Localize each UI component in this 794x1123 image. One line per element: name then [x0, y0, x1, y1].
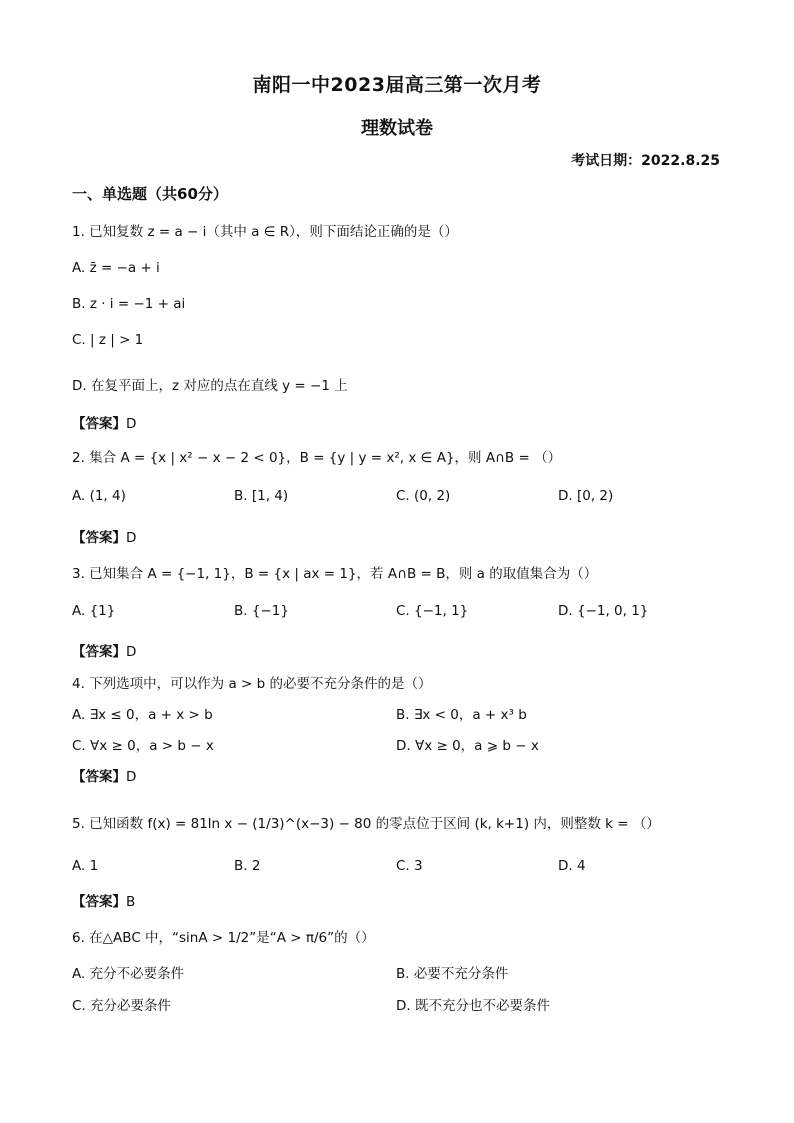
answer-label: 【答案】	[72, 769, 126, 785]
question-6-option-c: C. 充分必要条件	[72, 998, 172, 1014]
question-6-option-a: A. 充分不必要条件	[72, 966, 185, 982]
question-1-option-b: B. z · i = −1 + ai	[72, 296, 186, 312]
question-5-option-d: D. 4	[558, 858, 586, 874]
question-4-stem: 4. 下列选项中，可以作为 a > b 的必要不充分条件的是（）	[72, 676, 432, 692]
question-5-option-b: B. 2	[234, 858, 261, 874]
question-3-answer	[72, 640, 136, 660]
answer-label: 【答案】	[72, 644, 126, 660]
question-1-option-c: C. | z | > 1	[72, 332, 144, 348]
answer-value: D	[126, 644, 137, 660]
answer-label: 【答案】	[72, 894, 126, 910]
question-2-option-b: B. [1, 4)	[234, 488, 289, 504]
question-6-option-d: D. 既不充分也不必要条件	[396, 998, 550, 1014]
question-3-option-c: C. {−1, 1}	[396, 603, 469, 619]
question-3-option-b: B. {−1}	[234, 603, 289, 619]
question-1-option-d: D. 在复平面上，z 对应的点在直线 y = −1 上	[72, 378, 348, 394]
question-5-option-a: A. 1	[72, 858, 99, 874]
question-1-option-a: A. z̄ = −a + i	[72, 260, 160, 276]
question-1-stem: 1. 已知复数 z = a − i（其中 a ∈ R），则下面结论正确的是（）	[72, 224, 458, 240]
question-6-option-b: B. 必要不充分条件	[396, 966, 509, 982]
question-2-option-c: C. (0, 2)	[396, 488, 451, 504]
question-2-answer	[72, 526, 136, 546]
section-heading: 一、单选题（共60分）	[72, 185, 228, 203]
question-4-option-b: B. ∃x < 0，a + x³ b	[396, 707, 527, 723]
answer-value: D	[126, 416, 137, 432]
question-3-option-d: D. {−1, 0, 1}	[558, 603, 649, 619]
page-subtitle: 理数试卷	[361, 118, 433, 139]
question-4-option-d: D. ∀x ≥ 0，a ⩾ b − x	[396, 738, 539, 754]
question-4-option-a: A. ∃x ≤ 0，a + x > b	[72, 707, 213, 723]
question-3-option-a: A. {1}	[72, 603, 116, 619]
page-title: 南阳一中2023届高三第一次月考	[252, 74, 542, 96]
question-4-option-c: C. ∀x ≥ 0，a > b − x	[72, 738, 214, 754]
answer-value: D	[126, 530, 137, 546]
question-3-stem: 3. 已知集合 A = {−1, 1}，B = {x | ax = 1}，若 A∩B = B，则 a 的取值集合为（）	[72, 566, 598, 582]
answer-label: 【答案】	[72, 416, 126, 432]
question-4-answer	[72, 765, 136, 785]
answer-value: B	[126, 894, 136, 910]
question-6-stem: 6. 在△ABC 中，“sinA > 1/2”是“A > π/6”的（）	[72, 930, 375, 946]
question-5-option-c: C. 3	[396, 858, 423, 874]
question-5-answer	[72, 890, 135, 910]
question-2-option-d: D. [0, 2)	[558, 488, 614, 504]
question-2-option-a: A. (1, 4)	[72, 488, 126, 504]
question-5-stem: 5. 已知函数 f(x) = 81ln x − (1/3)^(x−3) − 80 的零点位于区间 (k, k+1) 内，则整数 k = （）	[72, 816, 660, 832]
question-2-stem: 2. 集合 A = {x | x² − x − 2 < 0}，B = {y | y = x², x ∈ A}，则 A∩B = （）	[72, 450, 562, 466]
exam-date: 考试日期：2022.8.25	[571, 153, 720, 169]
answer-value: D	[126, 769, 137, 785]
answer-label: 【答案】	[72, 530, 126, 546]
question-1-answer	[72, 412, 136, 432]
